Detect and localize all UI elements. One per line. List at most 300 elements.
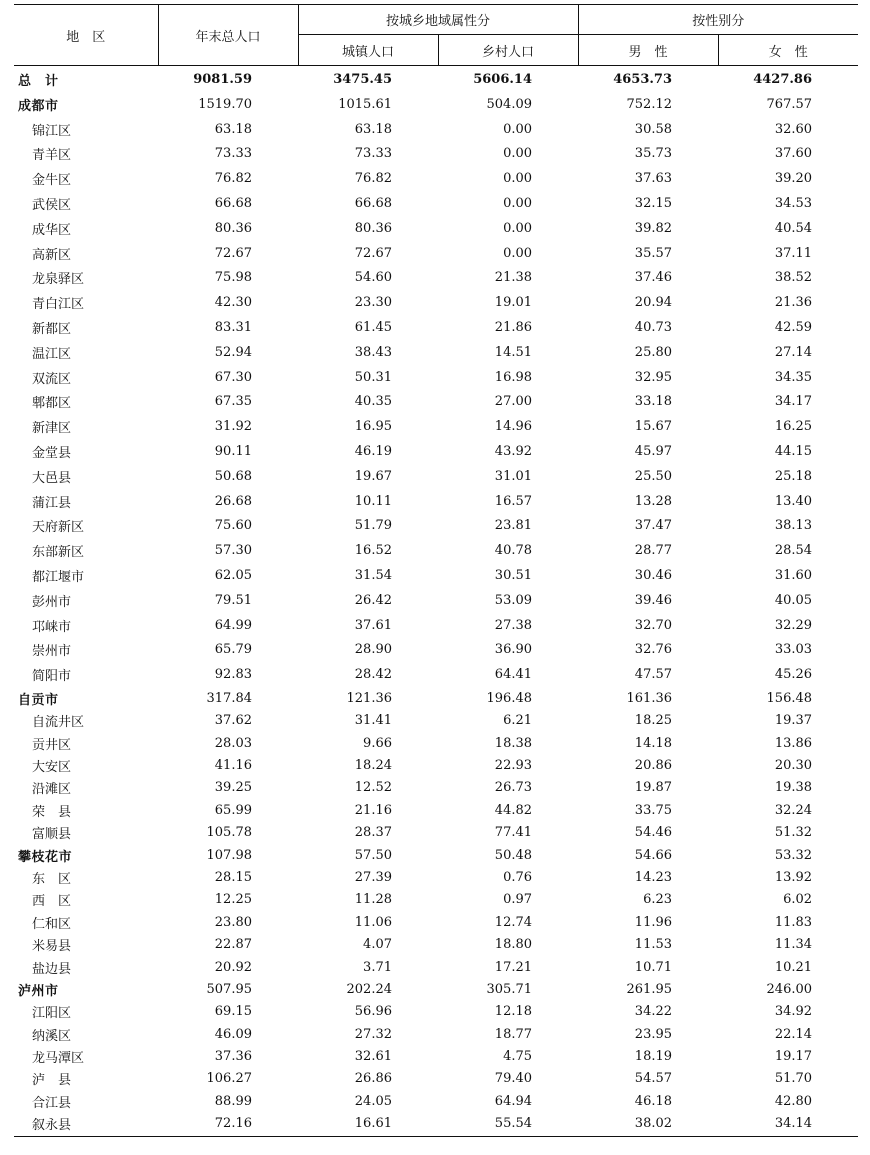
total-population-cell: 26.68 [214, 493, 252, 509]
urban-population-cell: 26.86 [354, 1071, 392, 1087]
rural-population-cell: 16.98 [494, 369, 533, 385]
urban-population-cell: 19.67 [354, 468, 392, 484]
district-row [14, 216, 858, 241]
female-cell: 34.14 [774, 1116, 813, 1132]
urban-population-cell: 26.42 [354, 592, 392, 608]
district-row [14, 1090, 858, 1112]
urban-population-cell: 27.39 [354, 869, 392, 885]
table-body [14, 66, 858, 1135]
total-population-cell: 106.27 [206, 1071, 252, 1087]
male-cell: 18.19 [634, 1049, 673, 1065]
total-population-cell: 507.95 [206, 981, 252, 997]
female-cell: 19.17 [774, 1049, 813, 1065]
urban-population-cell: 66.68 [354, 196, 392, 212]
female-cell: 39.20 [774, 171, 813, 187]
table-bottom-rule [14, 1136, 858, 1137]
urban-population-cell: 46.19 [354, 444, 392, 460]
district-row [14, 710, 858, 732]
female-cell: 11.83 [774, 914, 813, 930]
city-row [14, 978, 858, 1000]
urban-population-cell: 12.52 [354, 780, 392, 796]
male-cell: 37.46 [634, 270, 673, 286]
female-cell: 34.53 [774, 196, 813, 212]
region-name: 米易县 [32, 939, 72, 955]
district-row [14, 489, 858, 514]
district-row [14, 390, 858, 415]
rural-population-cell: 40.78 [494, 543, 533, 559]
urban-population-cell: 3.71 [363, 959, 392, 975]
rural-population-cell: 64.41 [494, 667, 533, 683]
urban-population-cell: 21.16 [354, 802, 392, 818]
rural-population-cell: 22.93 [494, 757, 533, 773]
urban-population-cell: 24.05 [354, 1093, 392, 1109]
total-population-cell: 67.30 [214, 369, 252, 385]
total-population-cell: 1519.70 [198, 96, 252, 112]
female-cell: 156.48 [766, 690, 813, 706]
male-cell: 30.58 [634, 121, 673, 137]
rural-population-cell: 0.76 [503, 869, 533, 885]
male-cell: 38.02 [634, 1116, 673, 1132]
region-name: 大邑县 [32, 470, 72, 486]
urban-population-cell: 202.24 [346, 981, 392, 997]
region-name: 贡井区 [32, 737, 72, 753]
rural-population-cell: 12.18 [494, 1004, 533, 1020]
male-cell: 25.50 [634, 468, 673, 484]
male-cell: 35.73 [634, 146, 673, 162]
district-row [14, 956, 858, 978]
district-row [14, 911, 858, 933]
total-population-cell: 75.60 [214, 518, 252, 534]
male-cell: 39.46 [634, 592, 673, 608]
male-cell: 14.18 [634, 735, 673, 751]
female-cell: 34.17 [774, 394, 813, 410]
female-cell: 42.80 [774, 1093, 813, 1109]
urban-population-cell: 11.06 [354, 914, 392, 930]
rural-population-cell: 26.73 [494, 780, 533, 796]
rural-population-cell: 18.77 [494, 1026, 533, 1042]
rural-population-cell: 196.48 [486, 690, 533, 706]
region-name: 金牛区 [32, 173, 72, 189]
population-table [14, 4, 858, 1135]
district-row [14, 1045, 858, 1067]
urban-population-cell: 18.24 [354, 757, 392, 773]
male-cell: 25.80 [634, 344, 673, 360]
urban-population-cell: 51.79 [354, 518, 392, 534]
region-name: 成华区 [32, 222, 72, 238]
rural-population-cell: 6.21 [503, 713, 533, 729]
district-row [14, 241, 858, 266]
male-cell: 46.18 [634, 1093, 673, 1109]
male-cell: 47.57 [634, 667, 673, 683]
female-cell: 22.14 [774, 1026, 813, 1042]
urban-population-cell: 61.45 [354, 320, 392, 336]
male-cell: 10.71 [634, 959, 673, 975]
urban-population-cell: 57.50 [354, 847, 392, 863]
urban-population-cell: 50.31 [354, 369, 392, 385]
total-population-cell: 79.51 [214, 592, 252, 608]
female-cell: 32.29 [774, 617, 813, 633]
female-cell: 13.92 [774, 869, 813, 885]
male-cell: 54.66 [634, 847, 673, 863]
district-row [14, 365, 858, 390]
male-cell: 19.87 [634, 780, 673, 796]
rural-population-cell: 36.90 [494, 642, 533, 658]
male-cell: 45.97 [634, 444, 673, 460]
total-population-cell: 28.03 [214, 735, 252, 751]
city-row [14, 92, 858, 117]
rural-population-cell: 0.00 [503, 146, 533, 162]
female-cell: 19.37 [774, 713, 813, 729]
district-row [14, 754, 858, 776]
female-cell: 28.54 [774, 543, 813, 559]
region-name: 简阳市 [32, 669, 72, 685]
rural-population-cell: 21.38 [494, 270, 533, 286]
male-cell: 37.63 [634, 171, 673, 187]
district-row [14, 315, 858, 340]
region-name: 青羊区 [32, 148, 72, 164]
female-cell: 33.03 [774, 642, 813, 658]
male-cell: 32.70 [634, 617, 673, 633]
total-population-cell: 50.68 [214, 468, 252, 484]
urban-population-cell: 1015.61 [338, 96, 392, 112]
total-population-cell: 9081.59 [193, 71, 252, 87]
region-name: 荣 县 [32, 804, 72, 820]
district-row [14, 662, 858, 687]
total-population-cell: 62.05 [214, 568, 252, 584]
rural-population-cell: 0.97 [503, 892, 533, 908]
female-cell: 10.21 [774, 959, 813, 975]
total-population-cell: 67.35 [214, 394, 252, 410]
male-cell: 32.76 [634, 642, 673, 658]
female-cell: 11.34 [774, 937, 813, 953]
district-row [14, 166, 858, 191]
male-cell: 20.94 [634, 295, 673, 311]
urban-population-cell: 63.18 [354, 121, 392, 137]
rural-population-cell: 504.09 [486, 96, 533, 112]
male-cell: 4653.73 [613, 71, 673, 87]
urban-population-cell: 54.60 [354, 270, 392, 286]
female-cell: 40.05 [774, 592, 813, 608]
rural-population-cell: 0.00 [503, 121, 533, 137]
urban-population-cell: 23.30 [354, 295, 392, 311]
female-cell: 32.24 [774, 802, 813, 818]
region-name: 盐边县 [32, 961, 72, 977]
by-sex-header: 按性别分 [578, 5, 858, 35]
region-name: 都江堰市 [32, 570, 85, 586]
male-cell: 23.95 [634, 1026, 673, 1042]
rural-population-cell: 0.00 [503, 196, 533, 212]
total-population-cell: 20.92 [214, 959, 252, 975]
female-cell: 767.57 [766, 96, 813, 112]
table-header [14, 5, 858, 66]
total-population-cell: 72.67 [214, 245, 252, 261]
urban-population-cell: 31.41 [354, 713, 392, 729]
region-name: 新津区 [32, 421, 72, 437]
urban-population-cell: 4.07 [363, 937, 392, 953]
urban-population-cell: 72.67 [354, 245, 392, 261]
total-population-cell: 41.16 [214, 757, 252, 773]
total-population-cell: 52.94 [214, 344, 252, 360]
male-cell: 32.95 [634, 369, 673, 385]
district-row [14, 464, 858, 489]
total-population-cell: 65.79 [214, 642, 252, 658]
rural-population-cell: 27.38 [494, 617, 533, 633]
female-cell: 37.11 [774, 245, 813, 261]
rural-population-cell: 18.80 [494, 937, 533, 953]
male-cell: 15.67 [634, 419, 673, 435]
male-cell: 37.47 [634, 518, 673, 534]
female-cell: 31.60 [774, 568, 813, 584]
rural-population-cell: 30.51 [494, 568, 533, 584]
male-cell: 33.75 [634, 802, 673, 818]
female-cell: 40.54 [774, 220, 813, 236]
by-area-header: 按城乡地域属性分 [298, 5, 578, 35]
rural-population-cell: 14.51 [494, 344, 533, 360]
rural-population-cell: 305.71 [486, 981, 533, 997]
female-cell: 13.86 [774, 735, 813, 751]
region-name: 天府新区 [32, 520, 85, 536]
total-population-cell: 107.98 [206, 847, 252, 863]
region-name: 富顺县 [32, 827, 72, 843]
district-row [14, 732, 858, 754]
district-row [14, 889, 858, 911]
urban-population-cell: 10.11 [354, 493, 392, 509]
urban-population-cell: 9.66 [363, 735, 392, 751]
city-row [14, 844, 858, 866]
female-cell: 16.25 [774, 419, 813, 435]
rural-population-cell: 4.75 [503, 1049, 533, 1065]
female-cell: 34.35 [774, 369, 813, 385]
urban-population-cell: 73.33 [354, 146, 392, 162]
district-row [14, 799, 858, 821]
female-header: 女 性 [718, 35, 858, 66]
region-name: 武侯区 [32, 198, 72, 214]
district-row [14, 588, 858, 613]
male-cell: 6.23 [643, 892, 673, 908]
city-row [14, 687, 858, 709]
female-cell: 32.60 [774, 121, 813, 137]
total-population-cell: 73.33 [214, 146, 252, 162]
region-name: 西 区 [32, 894, 72, 910]
total-population-cell: 90.11 [214, 444, 252, 460]
total-population-cell: 75.98 [214, 270, 252, 286]
region-name: 泸 县 [32, 1073, 72, 1089]
region-name: 东部新区 [32, 545, 85, 561]
urban-population-cell: 31.54 [354, 568, 392, 584]
rural-population-cell: 16.57 [494, 493, 533, 509]
population-table-container [14, 4, 858, 1135]
region-name: 高新区 [32, 247, 72, 263]
rural-population-cell: 55.54 [494, 1116, 533, 1132]
urban-population-header: 城镇人口 [298, 35, 438, 66]
male-cell: 54.46 [634, 825, 673, 841]
district-row [14, 117, 858, 142]
region-name: 龙马潭区 [32, 1051, 85, 1067]
district-row [14, 290, 858, 315]
rural-population-cell: 12.74 [494, 914, 533, 930]
total-population-cell: 37.36 [214, 1049, 252, 1065]
district-row [14, 1023, 858, 1045]
male-cell: 40.73 [634, 320, 673, 336]
urban-population-cell: 121.36 [346, 690, 392, 706]
rural-population-cell: 53.09 [494, 592, 533, 608]
district-row [14, 638, 858, 663]
total-population-cell: 57.30 [214, 543, 252, 559]
female-cell: 20.30 [774, 757, 813, 773]
male-cell: 14.23 [634, 869, 673, 885]
total-population-header: 年末总人口 [158, 5, 298, 66]
total-population-cell: 28.15 [214, 869, 252, 885]
rural-population-header: 乡村人口 [438, 35, 578, 66]
rural-population-cell: 0.00 [503, 220, 533, 236]
region-name: 东 区 [32, 871, 72, 887]
female-cell: 13.40 [774, 493, 813, 509]
total-population-cell: 37.62 [214, 713, 252, 729]
region-name: 沿滩区 [32, 782, 72, 798]
male-cell: 39.82 [634, 220, 673, 236]
male-cell: 35.57 [634, 245, 673, 261]
female-cell: 27.14 [774, 344, 813, 360]
region-name: 郫都区 [32, 396, 72, 412]
urban-population-cell: 3475.45 [333, 71, 392, 87]
rural-population-cell: 19.01 [494, 295, 533, 311]
male-cell: 11.96 [634, 914, 673, 930]
district-row [14, 266, 858, 291]
male-cell: 20.86 [634, 757, 673, 773]
female-cell: 4427.86 [753, 71, 813, 87]
rural-population-cell: 5606.14 [473, 71, 533, 87]
total-population-cell: 42.30 [214, 295, 252, 311]
total-population-cell: 23.80 [214, 914, 252, 930]
male-cell: 33.18 [634, 394, 673, 410]
region-name: 江阳区 [32, 1006, 72, 1022]
district-row [14, 514, 858, 539]
male-cell: 54.57 [634, 1071, 673, 1087]
male-cell: 18.25 [634, 713, 673, 729]
total-population-cell: 22.87 [214, 937, 252, 953]
urban-population-cell: 11.28 [354, 892, 392, 908]
female-cell: 44.15 [774, 444, 813, 460]
region-name: 纳溪区 [32, 1028, 72, 1044]
urban-population-cell: 80.36 [354, 220, 392, 236]
region-name: 崇州市 [32, 644, 72, 660]
rural-population-cell: 31.01 [494, 468, 533, 484]
urban-population-cell: 28.37 [354, 825, 392, 841]
district-row [14, 933, 858, 955]
female-cell: 51.70 [774, 1071, 813, 1087]
rural-population-cell: 64.94 [494, 1093, 533, 1109]
region-name: 合江县 [32, 1095, 72, 1111]
urban-population-cell: 28.42 [354, 667, 392, 683]
district-row [14, 821, 858, 843]
female-cell: 25.18 [774, 468, 813, 484]
total-population-cell: 31.92 [214, 419, 252, 435]
district-row [14, 866, 858, 888]
region-name: 蒲江县 [32, 495, 72, 511]
district-row [14, 1113, 858, 1135]
rural-population-cell: 23.81 [494, 518, 533, 534]
district-row [14, 191, 858, 216]
total-population-cell: 92.83 [214, 667, 252, 683]
male-cell: 11.53 [634, 937, 673, 953]
rural-population-cell: 18.38 [494, 735, 533, 751]
urban-population-cell: 16.52 [354, 543, 392, 559]
female-cell: 38.52 [774, 270, 813, 286]
total-population-cell: 83.31 [214, 320, 252, 336]
district-row [14, 538, 858, 563]
male-cell: 161.36 [626, 690, 673, 706]
rural-population-cell: 79.40 [494, 1071, 533, 1087]
region-name: 成都市 [18, 98, 59, 114]
total-population-cell: 72.16 [214, 1116, 252, 1132]
district-row [14, 1001, 858, 1023]
female-cell: 42.59 [774, 320, 813, 336]
region-name: 泸州市 [18, 983, 59, 999]
rural-population-cell: 17.21 [494, 959, 533, 975]
total-row [14, 66, 858, 93]
region-header: 地 区 [66, 29, 106, 45]
rural-population-cell: 21.86 [494, 320, 533, 336]
region-name: 总 计 [18, 73, 59, 89]
urban-population-cell: 56.96 [354, 1004, 392, 1020]
urban-population-cell: 76.82 [354, 171, 392, 187]
region-name: 温江区 [32, 346, 72, 362]
total-population-cell: 80.36 [214, 220, 252, 236]
region-name: 仁和区 [32, 916, 72, 932]
female-cell: 21.36 [774, 295, 813, 311]
total-population-cell: 76.82 [214, 171, 252, 187]
region-name: 攀枝花市 [18, 849, 73, 865]
female-cell: 34.92 [774, 1004, 813, 1020]
male-cell: 752.12 [626, 96, 673, 112]
total-population-cell: 88.99 [214, 1093, 252, 1109]
total-population-cell: 105.78 [206, 825, 252, 841]
region-name: 彭州市 [32, 594, 72, 610]
rural-population-cell: 43.92 [494, 444, 533, 460]
rural-population-cell: 77.41 [494, 825, 533, 841]
male-cell: 261.95 [626, 981, 673, 997]
district-row [14, 1068, 858, 1090]
urban-population-cell: 40.35 [354, 394, 392, 410]
district-row [14, 613, 858, 638]
rural-population-cell: 27.00 [494, 394, 533, 410]
total-population-cell: 12.25 [214, 892, 252, 908]
female-cell: 51.32 [774, 825, 813, 841]
rural-population-cell: 14.96 [494, 419, 533, 435]
region-name: 自贡市 [18, 692, 59, 708]
female-cell: 53.32 [774, 847, 813, 863]
male-header: 男 性 [578, 35, 718, 66]
female-cell: 38.13 [774, 518, 813, 534]
total-population-cell: 66.68 [214, 196, 252, 212]
female-cell: 6.02 [783, 892, 813, 908]
district-row [14, 563, 858, 588]
total-population-cell: 65.99 [214, 802, 252, 818]
urban-population-cell: 37.61 [354, 617, 392, 633]
male-cell: 28.77 [634, 543, 673, 559]
region-name: 大安区 [32, 759, 72, 775]
region-name: 双流区 [32, 371, 72, 387]
region-name: 新都区 [32, 322, 72, 338]
district-row [14, 439, 858, 464]
region-name: 自流井区 [32, 715, 85, 731]
rural-population-cell: 0.00 [503, 171, 533, 187]
female-cell: 37.60 [774, 146, 813, 162]
total-population-cell: 64.99 [214, 617, 252, 633]
female-cell: 19.38 [774, 780, 813, 796]
urban-population-cell: 28.90 [354, 642, 392, 658]
urban-population-cell: 27.32 [354, 1026, 392, 1042]
